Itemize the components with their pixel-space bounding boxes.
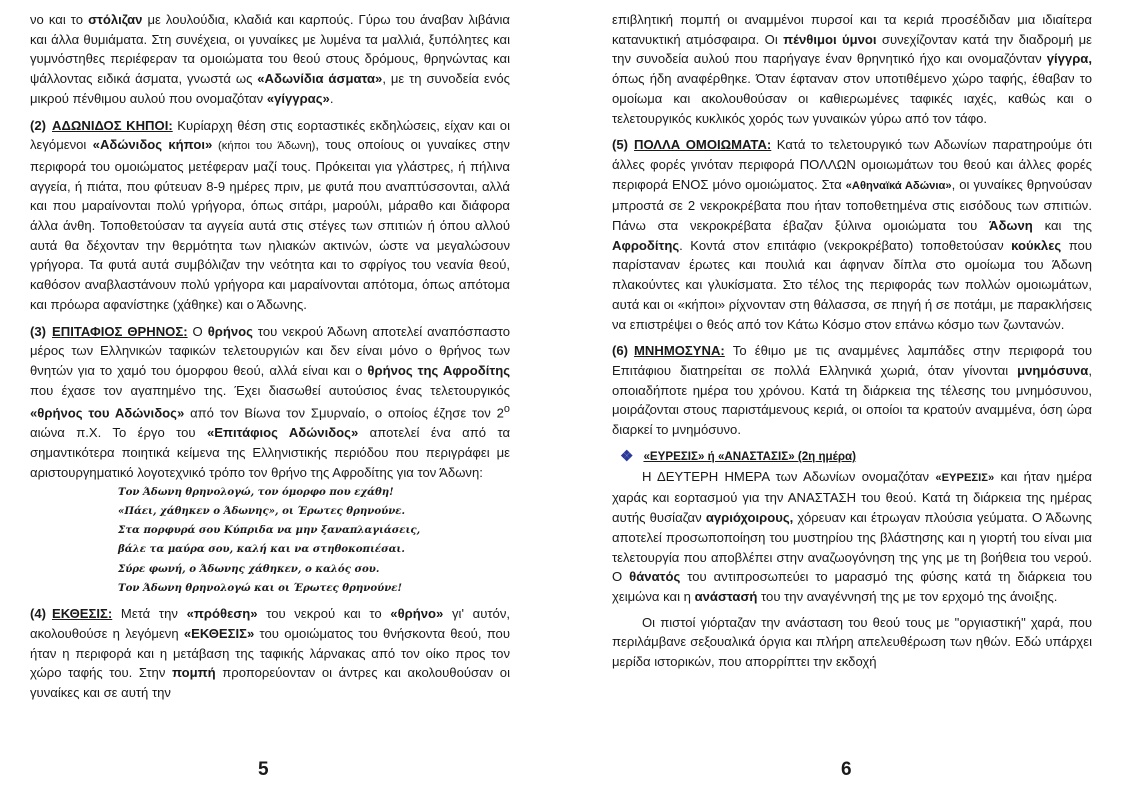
page-number-right: 6 [841, 759, 852, 780]
poem-line: Τον Άδωνη θρηνολογώ και οι Έρωτες θρηνούνε! [118, 582, 402, 595]
bold-text: Άδωνη [989, 218, 1033, 234]
section-3-epitafios-thrinos [30, 322, 510, 483]
text: Το έθιμο με τις αναμμένες λαμπάδες στην περιφορά του Επιτάφιου διατηρείται σε πολλά Ελληνικά χωριά, όταν γίνονται [612, 343, 1092, 378]
text: προπορεύονταν οι άντρες και ακολουθούσαν οι γυναίκες και σε αυτή την [30, 665, 510, 701]
text: Η ΔΕΥΤΕΡΗ ΗΜΕΡΑ των Αδωνίων ονομαζόταν [642, 468, 936, 484]
section-number: (4) [30, 606, 47, 622]
bold-text: ανάστασή [694, 588, 758, 604]
left-page [30, 10, 510, 710]
section-title-evresis [620, 447, 1092, 467]
text: του αντιπροσωπεύει το μαρασμό της φύσης κατά τη διάρκεια του χειμώνα και η [612, 569, 1093, 604]
text: , οποιαδήποτε ημέρα του χρόνου. Κατά τη διάρκεια της τέλεσης του μνημόσυνου, μοιράζονται στους παριστάμενους κεριά, οι οποίοι τα κρατούν αναμμένα, όση ώρα διαρκεί το μνημόσυνο. [612, 362, 1092, 438]
section-number: (2) [30, 117, 47, 133]
section-6-mnimosyna [612, 341, 1092, 440]
text: χόρευαν και έτρωγαν πλούσια γεύματα. Ο Άδωνης αποτελεί προσωποποίηση του μυστηρίου της βλάστησης και η γιορτή του είναι μια τελετουργία που αποβλέπει στην αναζωογόνηση της γης με τη βοήθεια του νερού. Ο [612, 510, 1092, 585]
bold-text: «ΕΥΡΕΣΙΣ» [935, 471, 995, 484]
poem-line: Τον Άδωνη θρηνολογώ, τον όμορφο που εχάθη! [118, 485, 394, 498]
text: Κυρίαρχη θέση στις εορταστικές εκδηλώσεις, είχαν και οι λεγόμενοι [30, 117, 510, 153]
bold-text: «γίγγρας» [266, 90, 330, 106]
text: του νεκρού Άδωνη αποτελεί αναπόσπαστο μέρος των Ελληνικών ταφικών τελετουργιών και δεν είναι μόνο ο θρήνος των θνητών για το χαμό του όμορφου θεού, αλλά είναι και ο [30, 323, 510, 378]
right-page [612, 10, 1092, 679]
bold-text: θάνατός [629, 569, 681, 585]
section-number: (3) [30, 323, 47, 339]
paragraph-celebration: Οι πιστοί γιόρταζαν την ανάσταση του θεού τους με "οργιαστική" χαρά, που περιλάμβανε σεξουαλικά όργια και πλήρη απελευθέρωση των ηθών. Εδώ υπάρχει μερίδα ιστορικών, που απορρίπτει την εκδοχή [612, 614, 1092, 670]
bold-text: κούκλες [1011, 237, 1062, 253]
paragraph-intro-left [30, 10, 510, 109]
superscript: ο [503, 403, 510, 416]
section-heading: ΑΔΩΝΙΔΟΣ ΚΗΠΟΙ: [52, 117, 173, 133]
text: του ομοιώματος του θνήσκοντα θεού, που ήταν η περιφορά και η μετάβαση της ταφικής λάρνακας από τον οίκο προς τον χώρο ταφής του. Στην [30, 626, 510, 681]
page-number-left: 5 [258, 759, 269, 780]
text: Μετά την [112, 606, 187, 622]
bold-text: Αφροδίτης [612, 237, 680, 253]
section-2-adonidos-kipoi [30, 116, 510, 315]
text: συνεχίζονταν κατά την διαδρομή με την συνοδεία αυλού που παρήγαγε έναν θρηνητικό ήχο και ονομαζόνταν [612, 31, 1092, 67]
bold-text: «Αθηναϊκά Αδώνια» [845, 179, 952, 192]
bold-text: «θρήνο» [390, 606, 444, 622]
bold-text: «Αδωνίδια άσματα» [257, 71, 383, 87]
bold-text: στόλιζαν [88, 12, 143, 27]
section-number: (6) [612, 343, 629, 359]
text: με λουλούδια, κλαδιά και καρπούς. Γύρω του άναβαν λιβάνια και άλλα θυμιάματα. Στη συνέχεια, οι γυναίκες με λυμένα τα μαλλιά, ξυπόλητες και γυμνόστηθες περιέφεραν τα ομοιώματα του θεού στους δρόμους, θρηνώντας και ψάλλοντας ειδικά άσματα, γνωστά ως [30, 12, 510, 87]
text: του νεκρού και το [257, 606, 391, 622]
section-heading: ΜΝΗΜΟΣΥΝΑ: [634, 343, 725, 359]
text: γι' αυτόν, ακολουθούσε η λεγόμενη [30, 606, 511, 642]
text: που παρίσταναν έρωτες και πουλιά και άφηναν δίπλα στο ομοίωμα του Άδωνη πλακούντες και γλυκίσματα. Στο τέλος της περιφοράς των πολλών ομοιωμάτων, αυτά και οι «κήποι» ρίχνονταν στη θάλασσα, σε πηγή ή σε ποτάμι, με παρακλήσεις να επιστρέψει ο θεός από τον Κάτω Κόσμο στον επάνω κόσμο των ζωντανών. [612, 237, 1092, 332]
bold-text: αγριόχοιρους, [705, 510, 794, 526]
text: όπως ήδη αναφέρθηκε. Όταν έφταναν στον υποτιθέμενο χώρο ταφής, έθαβαν το ομοίωμα και ακολουθούσαν οι καθιερωμένες ταφικές ιαχές, καθώς και ο τελετουργικός κυκλικός χορός των γυναικών γύρω από τον τάφο. [612, 71, 1092, 126]
text: Ο [187, 323, 208, 339]
paragraph-intro-right [612, 10, 1092, 128]
section-title-text: «ΕΥΡΕΣΙΣ» ή «ΑΝΑΣΤΑΣΙΣ» (2η ημέρα) [643, 449, 857, 463]
text: . [329, 90, 334, 106]
section-5-polla-omoiomata [612, 135, 1092, 334]
poem-quote [118, 483, 510, 599]
text: από τον Βίωνα τον Σμυρναίο, ο οποίος έζησε τον 2 [184, 405, 504, 421]
text: Κατά το τελετουργικό των Αδωνίων παρατηρούμε ότι άλλες φορές γινόταν περιφορά ΠΟΛΛΩΝ ομοιωμάτων του θεού και άλλες φορές περιφορά ΕΝΟΣ μόνο ομοιώματος. Στα [612, 137, 1092, 192]
bold-text: «πρόθεση» [186, 606, 258, 622]
section-number: (5) [612, 137, 629, 153]
text: αιώνα π.Χ. Το έργο του [30, 425, 207, 441]
text: και ήταν ημέρα χαράς και εορτασμού για την ΑΝΑΣΤΑΣΗ του θεού. Κατά τη διάρκεια της ημέρας αυτής θυσίαζαν [612, 468, 1092, 526]
bold-text: «θρήνος του Αδώνιδος» [30, 405, 185, 421]
poem-line: Σύρε φωνή, ο Άδωνης χάθηκεν, ο καλός σου. [118, 562, 380, 575]
text: επιβλητική πομπή οι αναμμένοι πυρσοί και τα κεριά προσέδιδαν μια ιδιαίτερα κατανυκτική ατμόσφαιρα. Οι [612, 12, 1092, 47]
bold-text: πένθιμοι ύμνοι [783, 31, 877, 47]
bold-text: θρήνος της Αφροδίτης [367, 362, 511, 378]
text: που έχασε τον αγαπημένο της. Έχει διασωθεί αυτούσιος ένας τελετουργικός [30, 382, 510, 398]
section-heading: ΕΠΙΤΑΦΙΟΣ ΘΡΗΝΟΣ: [52, 323, 188, 339]
poem-line: Στα πορφυρά σου Κύπριδα να μην ξαναπλαγιάσεις, [118, 524, 421, 537]
bold-text: «Αδώνιδος κήποι» [92, 137, 213, 153]
bold-text: «ΕΚΘΕΣΙΣ» [183, 626, 255, 642]
section-heading: ΕΚΘΕΣΙΣ: [52, 606, 113, 622]
text: και της [1032, 218, 1092, 234]
text: αποτελεί ένα από τα σημαντικότερα ποιητικά κείμενα της Ελληνιστικής περιόδου που περιγράφει με αριστουργηματικό λογοτεχνικό τρόπο τον θρήνο της Αφροδίτης για τον Άδωνη: [30, 425, 511, 480]
bold-text: πομπή [171, 665, 216, 681]
bold-text: θρήνος [207, 323, 253, 339]
text: του την αναγέννησή της με τον ερχομό της άνοιξης. [757, 588, 1058, 604]
poem-line: «Πάει, χάθηκεν ο Άδωνης», οι Έρωτες θρηνούνε. [118, 504, 406, 517]
bold-text: «Επιτάφιος Αδώνιδος» [206, 425, 359, 441]
bold-text: γίγγρα, [1046, 51, 1092, 67]
diamond-bullet-icon: ❖ [620, 447, 634, 465]
text: , τους οποίους οι γυναίκες στην περιφορά του ομοιώματος μετέφεραν μαζί τους. Πρόκειται για γλάστρες, ή πήλινα αγγεία, ή πιάτα, που φύτευαν 8-9 ημέρες πριν, με φυτά που αναπτύσσονται, αλλά και που μαραίνονται πολύ γρήγορα, όπως σιτάρι, μαρούλι, μάραθο και διάφορα άλλα άνθη. Τοποθετούσαν τα αγγεία αυτά στις στέγες των σπιτιών ή όπου αλλού αυτά θα δέχονταν την θερμότητα των ηλιακών ακτινών, ώστε να μεγαλώσουν γρήγορα. Τα φυτά αυτά συμβόλιζαν την νεότητα και το σφρίγος του νεανία θεού, καθόσον αναβλαστάνουν πολύ γρήγορα και μαραίνονται απότομα, όπως απότομα και πρόωρα αφανίστηκε (χάθηκε) και ο Άδωνης. [30, 137, 510, 312]
small-text: (κήποι του Άδωνη) [212, 140, 316, 153]
paragraph-second-day [612, 467, 1092, 607]
bold-text: μνημόσυνα [1017, 362, 1089, 378]
poem-line: βάλε τα μαύρα σου, καλή και να στηθοκοπιέσαι. [118, 543, 405, 556]
text: , οι γυναίκες θρηνούσαν μπροστά σε 2 νεκροκρέβατα που ήταν τοποθετημένα στις εισόδους των σπιτιών. Πάνω στα νεκροκρέβατα έβαζαν ξύλινα ομοιώματα του [612, 176, 1092, 234]
section-4-ekthesis [30, 604, 510, 703]
text: . Κοντά στον επιτάφιο (νεκροκρέβατο) τοποθετούσαν [679, 237, 1012, 253]
text: νο και το [30, 12, 89, 27]
section-heading: ΠΟΛΛΑ ΟΜΟΙΩΜΑΤΑ: [634, 137, 772, 153]
text: , με τη συνοδεία ενός μικρού πένθιμου αυλού που ονομαζόταν [30, 71, 510, 106]
